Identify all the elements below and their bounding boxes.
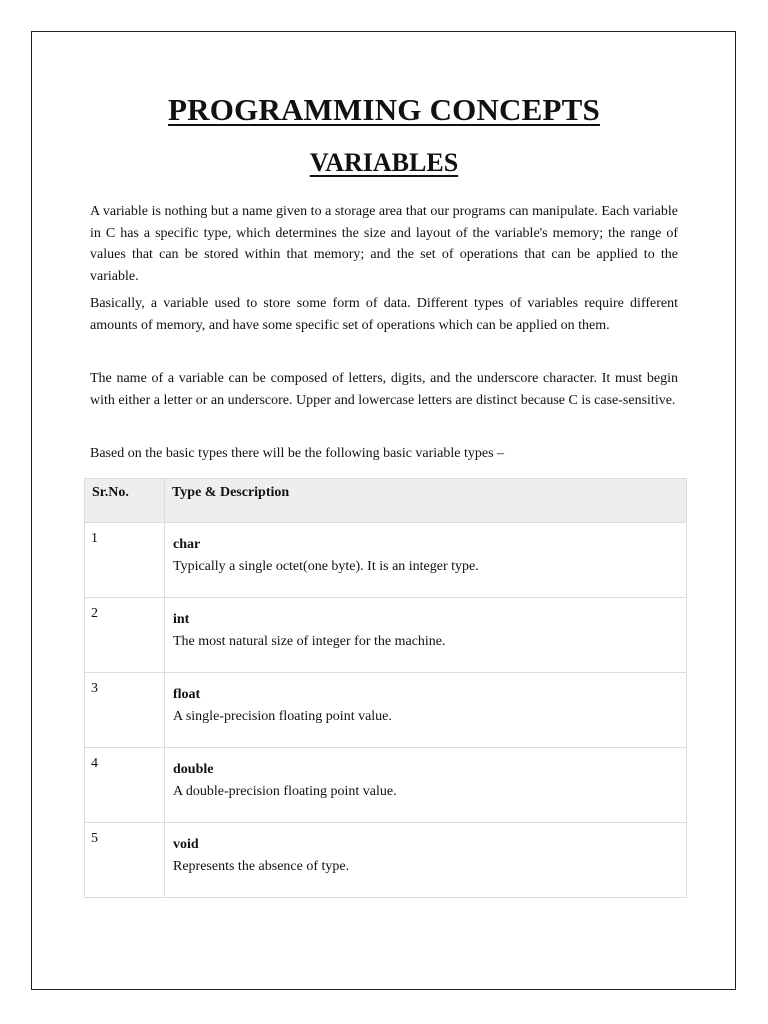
- paragraph-definition: A variable is nothing but a name given to a storage area that our programs can manipulate. Each variable in C has a specific type, which determines the size and layout of the variable's memory; the range of values that can be stored within that memory; and the set of operations that can be applied to the variable.: [90, 204, 678, 284]
- row-number: 3: [85, 673, 165, 748]
- paragraph-intro-types: Based on the basic types there will be the following basic variable types –: [90, 446, 505, 461]
- type-cell: [165, 523, 687, 598]
- type-name: float: [173, 687, 201, 702]
- table-row: [85, 598, 687, 673]
- table-row: [85, 523, 687, 598]
- page-title: PROGRAMMING CONCEPTS: [168, 92, 600, 127]
- table-header-row: [85, 479, 687, 523]
- type-name: double: [173, 762, 214, 777]
- row-number: 5: [85, 823, 165, 898]
- header-type-description: Type & Description: [165, 479, 687, 523]
- type-description: A single-precision floating point value.: [173, 709, 392, 724]
- type-cell: [165, 823, 687, 898]
- table-row: [85, 823, 687, 898]
- type-description: Represents the absence of type.: [173, 859, 350, 874]
- paragraph-naming-rules: The name of a variable can be composed of letters, digits, and the underscore character. It must begin with either a letter or an underscore. Upper and lowercase letters are distinct because C is case-sensitive.: [90, 371, 678, 408]
- row-number: 2: [85, 598, 165, 673]
- row-number: 4: [85, 748, 165, 823]
- row-number: 1: [85, 523, 165, 598]
- table-row: [85, 673, 687, 748]
- type-description: Typically a single octet(one byte). It is an integer type.: [173, 559, 479, 574]
- type-cell: [165, 748, 687, 823]
- section-heading: VARIABLES: [309, 148, 459, 177]
- type-cell: [165, 598, 687, 673]
- header-sr-no: Sr.No.: [85, 479, 165, 523]
- type-name: int: [173, 612, 190, 627]
- type-description: The most natural size of integer for the machine.: [173, 634, 446, 649]
- table-row: [85, 748, 687, 823]
- type-description: A double-precision floating point value.: [173, 784, 397, 799]
- type-name: char: [173, 537, 201, 552]
- paragraph-purpose: Basically, a variable used to store some form of data. Different types of variables require different amounts of memory, and have some specific set of operations which can be applied on them.: [90, 296, 678, 333]
- type-name: void: [173, 837, 199, 852]
- type-cell: [165, 673, 687, 748]
- variable-types-table: [84, 478, 687, 898]
